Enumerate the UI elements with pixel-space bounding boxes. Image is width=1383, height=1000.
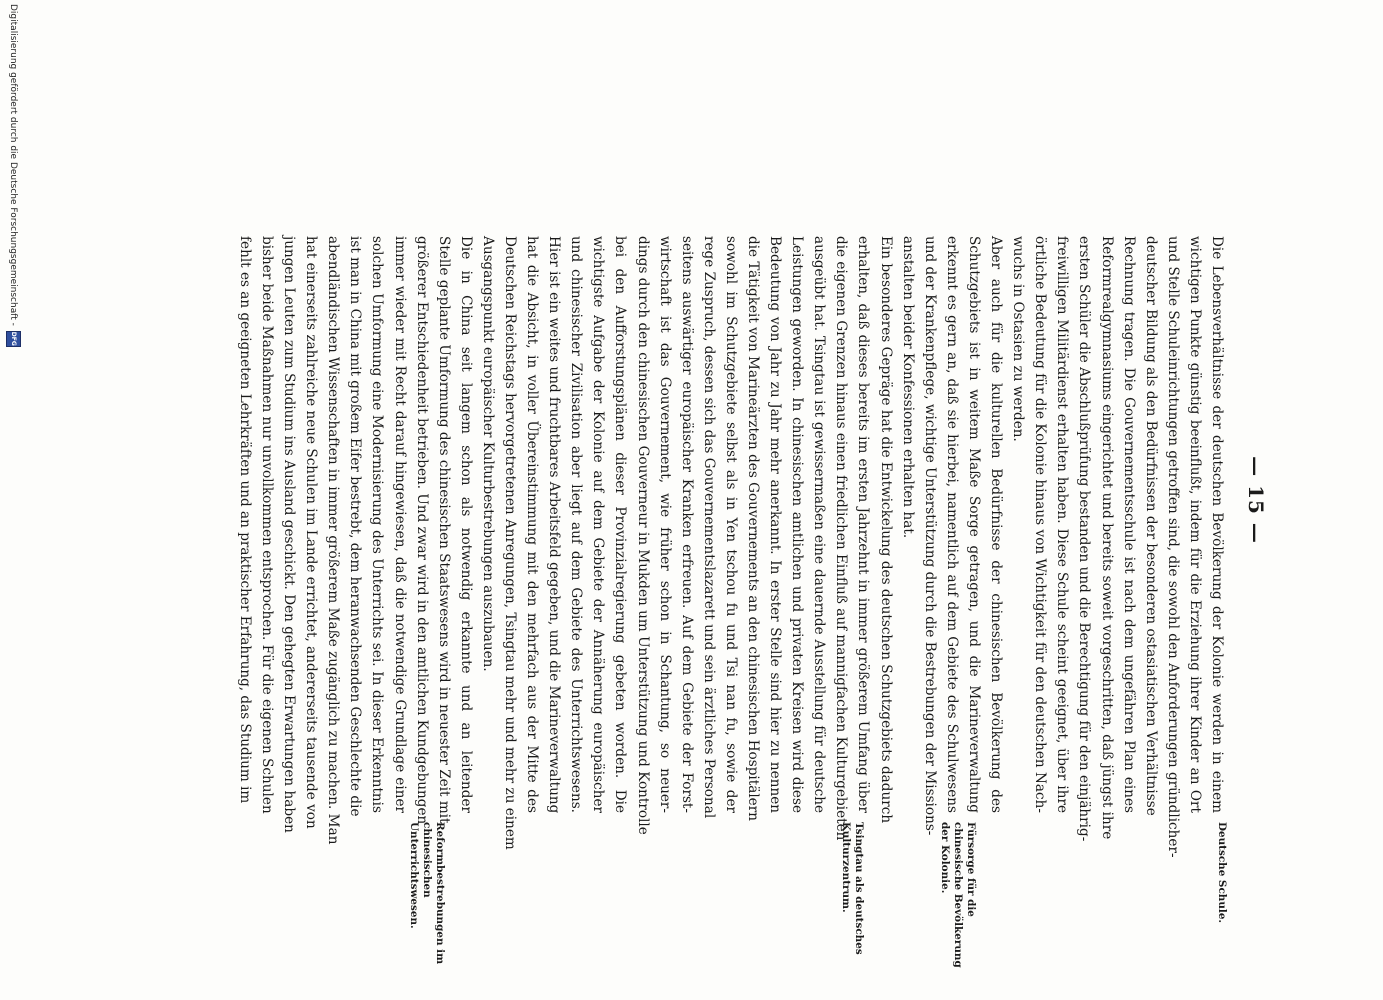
sidenote-reformbestrebungen: Reformbestrebungen im chinesischen Unterrichtswesen. [408,822,446,965]
text-line: bisher beide Maßnahmen nur unvollkommen entsprochen. Für die eigenen Schulen [258,236,275,814]
footer-text: Digitalisierung gefördert durch die Deutsche Forschungsgemeinschaft - [8,4,18,326]
text-line: wichtigen Punkte günstig beeinflußt, indem für die Erziehung ihrer Kinder an Ort [1186,236,1203,813]
text-line: wuchs in Ostasien zu werden. [1010,236,1027,442]
text-line: Ausgangspunkt europäischer Kulturbestrebungen auszubauen. [479,236,496,672]
text-line: ersten Schüler die Abschlußprüfung bestanden und die Berechtigung für den einjährig- [1076,236,1093,842]
text-line: Reformrealgymnasiums eingerichtet und bereits soweit vorgeschritten, daß jüngst ihre [1098,236,1115,840]
text-line: Leistungen geworden. In chinesischen amtlichen und privaten Kreisen wird diese [789,236,806,813]
text-line: anstalten beider Konfessionen erhalten hat. [899,236,916,539]
text-line: Stelle geplante Umformung des chinesischen Staatswesens wird in neuester Zeit mit [435,236,452,824]
text-line: die eigenen Grenzen hinaus einen friedlichen Einfluß auf mannigfachen Kulturgebieten [833,236,850,841]
text-line: größerer Entschiedenheit betrieben. Und zwar wird in den amtlichen Kundgebungen [413,236,430,825]
text-line: die Tätigkeit von Marineärzten des Gouvernements an den chinesischen Hospitälern [745,236,762,821]
text-line: freiwilligen Militärdienst erhalten haben. Diese Schule scheint geeignet, über ihre [1054,236,1071,813]
page-number: — 15 — [1244,456,1268,544]
text-line: Die Lebensverhältnisse der deutschen Bevölkerung der Kolonie werden in einem [1209,236,1225,813]
text-line: fehlt es an geeigneten Lehrkräften und an praktischer Erfahrung, das Studium im [236,236,253,804]
digitization-footer [0,0,26,1000]
text-line: ausgeübt hat. Tsingtau ist gewissermaßen eine dauernde Ausstellung für deutsche [811,236,828,813]
text-line: deutscher Bildung als den Bedürfnissen der besonderen ostasiatischen Verhältnisse [1142,236,1159,816]
body-text [234,208,1228,858]
text-line: seitens auswärtiger europäischer Kranken erfreuen. Auf dem Gebiete der Forst- [678,236,695,813]
text-line: Schutzgebiets ist in weitem Maße Sorge getragen, und die Marineverwaltung [965,236,982,813]
text-line: rege Zuspruch, dessen sich das Gouvernementslazarett und sein ärztliches Personal [700,236,717,819]
text-line: wichtigste Aufgabe der Kolonie auf dem Gebiete der Annäherung europäischer [590,236,607,813]
text-line: jungen Leuten zum Studium ins Ausland geschickt. Den gehegten Erwartungen haben [281,236,298,833]
text-line: solchen Umformung eine Modernisierung des Unterrichts sei. In dieser Erkenntnis [369,236,386,813]
text-line: wirtschaft ist das Gouvernement, wie früher schon in Schantung, so neuer- [656,236,673,813]
text-line: hat die Absicht, in voller Übereinstimmung mit den mehrfach aus der Mitte des [524,236,541,813]
text-line: Deutschen Reichstags hervorgetretenen Anregungen, Tsingtau mehr und mehr zu einem [502,236,518,850]
text-line: örtliche Bedeutung für die Kolonie hinaus von Wichtigkeit für den deutschen Nach- [1032,236,1049,813]
text-line: hat einerseits zahlreiche neue Schulen im Lande errichtet, andererseits tausende von [303,236,320,829]
text-line: erhalten, daß dieses bereits im ersten Jahrzehnt in immer größerem Umfang über [855,236,872,813]
sidenote-fuersorge: Fürsorge für die chinesische Bevölkerung der Kolonie. [939,822,977,968]
paragraph-kulturzentrum [477,208,897,850]
paragraph-fuersorge [897,208,1007,836]
text-line: Aber auch für die kulturellen Bedürfnisse der chinesischen Bevölkerung des [988,236,1005,813]
text-line: dings durch den chinesischen Gouverneur in Mukden um Unterstützung und Kontrolle [634,236,651,835]
text-line: erkennt es gern an, daß sie hierbei, namentlich auf dem Gebiete des Schulwesens [943,236,960,813]
paragraph-reformbestrebungen [234,208,477,845]
text-line: Die in China seit langem schon als notwendig erkannte und an leitender [457,236,474,813]
text-line: ist man in China mit großem Eifer bestrebt, dem heranwachsenden Geschlechte die [347,236,364,817]
text-line: immer wieder mit Recht darauf hingewiesen, daß die notwendige Grundlage einer [391,236,408,813]
text-line: Ein besonderes Gepräge hat die Entwickelung des deutschen Schutzgebiets dadurch [877,236,894,824]
text-line: und Stelle Schuleinrichtungen getroffen sind, die sowohl den Anforderungen gründlicher- [1164,236,1181,858]
text-line: bei den Aufforstungsplänen dieser Provinzialregierung gebeten worden. Die [612,236,629,813]
dfg-logo: DFG [6,331,21,347]
text-line: Rechnung tragen. Die Gouvernementsschule ist nach dem ungefähren Plan eines [1120,236,1137,813]
sidenote-kulturzentrum: Tsingtau als deutsches Kulturzentrum. [840,822,865,955]
text-line: und chinesischer Zivilisation aber liegt auf dem Gebiete des Unterrichtswesens. [568,236,585,813]
sidenote-deutsche-schule: Deutsche Schule. [1216,822,1228,924]
text-line: sowohl im Schutzgebiete selbst als in Yen tschou fu und Tsi nan fu, sowie der [722,236,739,813]
text-line: Hier ist ein weites und fruchtbares Arbeitsfeld gegeben, und die Marineverwaltung [546,236,563,814]
text-line: Bedeutung von Jahr zu Jahr mehr anerkannt. In erster Stelle sind hier zu nennen [767,236,784,813]
text-line: und der Krankenpflege, wichtige Unterstützung durch die Bestrebungen der Missions- [921,236,938,836]
text-line: abendländischen Wissenschaften in immer größerem Maße zugänglich zu machen. Man [325,236,342,845]
paragraph-deutsche-schule [1007,208,1228,858]
